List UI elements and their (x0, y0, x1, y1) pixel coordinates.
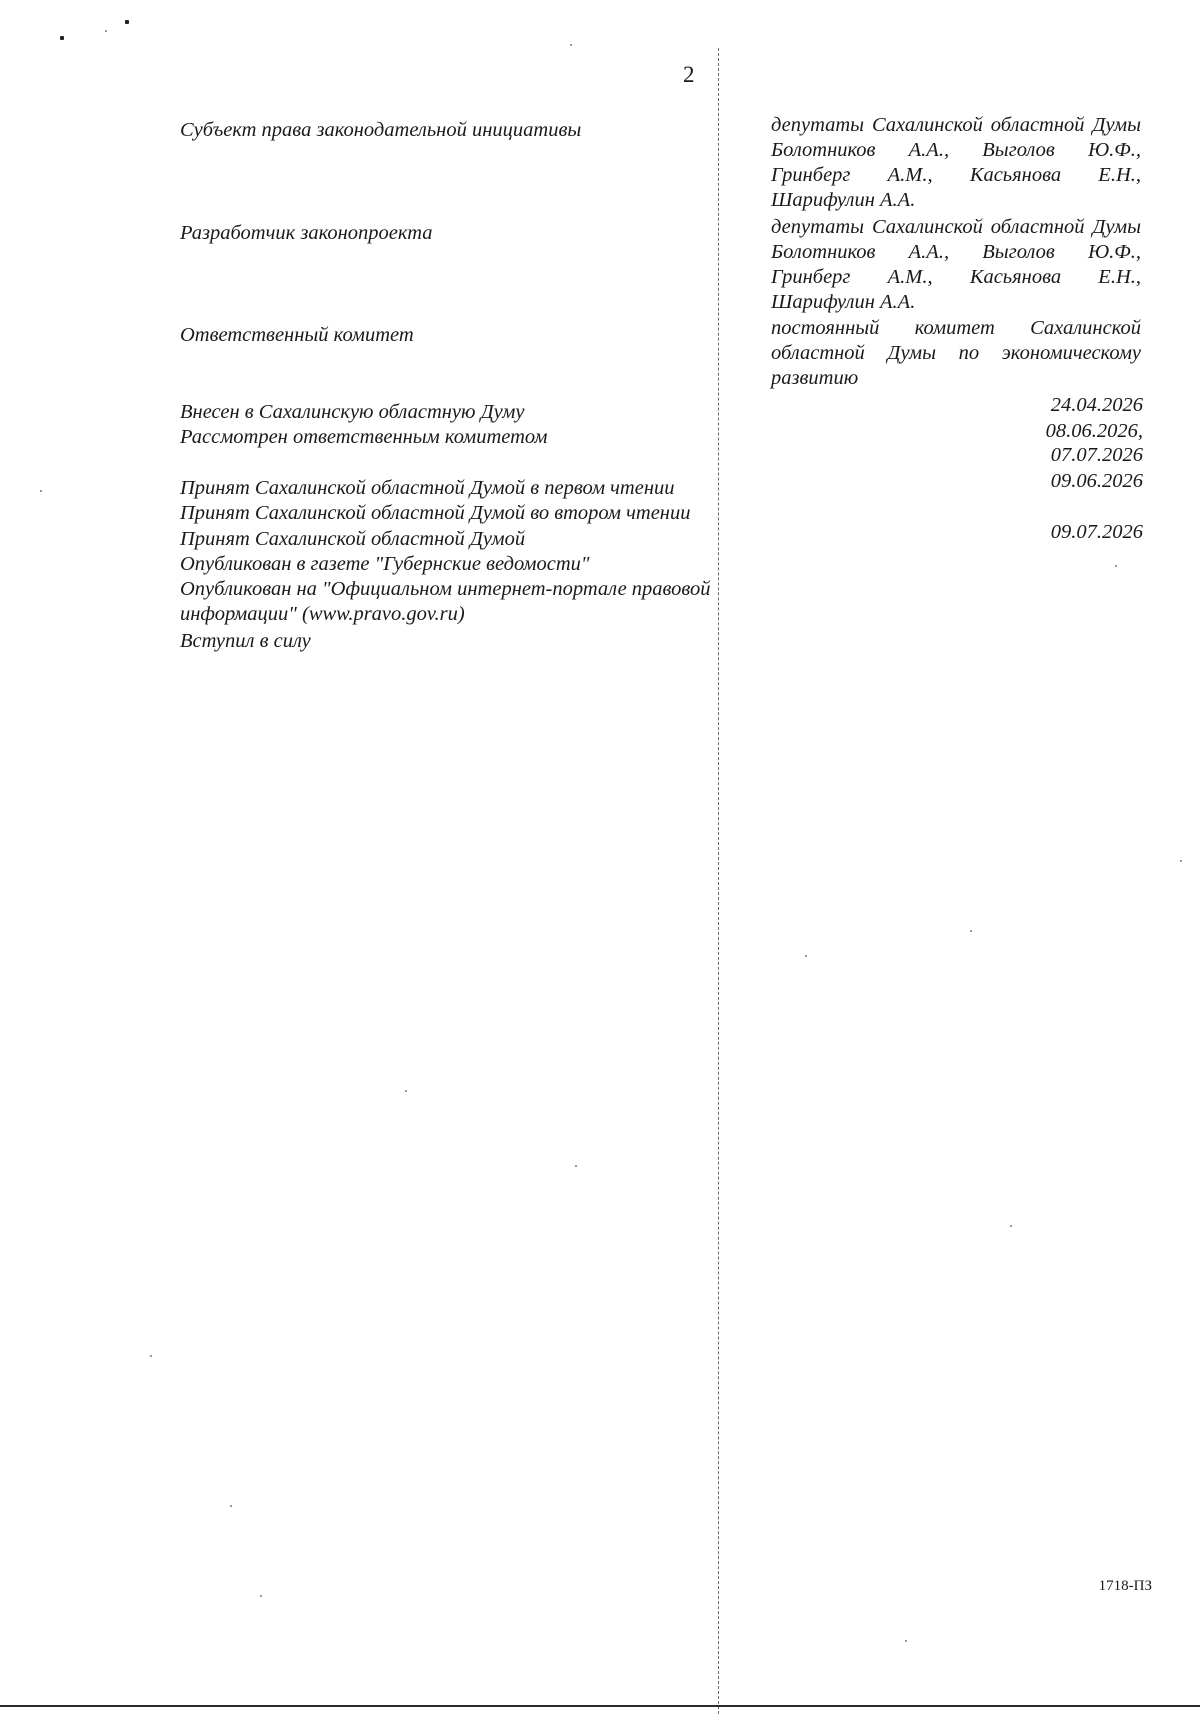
label-bill-developer: Разработчик законопроекта (180, 222, 433, 244)
label-entered-into-force: Вступил в силу (180, 630, 311, 652)
scan-speck (125, 20, 129, 24)
scan-speck (230, 1505, 232, 1507)
scan-speck (60, 36, 64, 40)
date-first-reading: 09.06.2026 (1050, 470, 1143, 492)
scan-speck (260, 1595, 262, 1597)
label-committee-review: Рассмотрен ответственным комитетом (180, 426, 548, 448)
label-first-reading: Принят Сахалинской областной Думой в первом чтении (180, 477, 675, 499)
scan-speck (1180, 860, 1182, 862)
scan-speck (905, 1640, 907, 1642)
scan-speck (970, 930, 972, 932)
label-initiative-subject: Субъект права законодательной инициативы (180, 119, 582, 141)
value-responsible-committee: постоянный комитет Сахалинской областной Думы по экономическому развитию (771, 317, 1141, 389)
scan-speck (40, 490, 42, 492)
date-committee-review-2: 07.07.2026 (1050, 444, 1143, 466)
scan-speck (105, 30, 107, 32)
scan-speck (150, 1355, 152, 1357)
column-divider (718, 48, 719, 1714)
label-published-portal-2: информации" (www.pravo.gov.ru) (180, 603, 465, 625)
scan-speck (1115, 565, 1117, 567)
document-code: 1718-ПЗ (1098, 1578, 1152, 1594)
value-initiative-subject: депутаты Сахалинской областной Думы Болотников А.А., Выголов Ю.Ф., Гринберг А.М., Касьянова Е.Н., Шарифулин А.А. (771, 114, 1141, 211)
label-second-reading: Принят Сахалинской областной Думой во втором чтении (180, 502, 691, 524)
scan-speck (405, 1090, 407, 1092)
date-submitted: 24.04.2026 (1050, 394, 1143, 416)
page-number: 2 (683, 62, 695, 87)
value-bill-developer: депутаты Сахалинской областной Думы Болотников А.А., Выголов Ю.Ф., Гринберг А.М., Касьянова Е.Н., Шарифулин А.А. (771, 216, 1141, 313)
scan-speck (805, 955, 807, 957)
label-published-newspaper: Опубликован в газете "Губернские ведомости" (180, 553, 590, 575)
date-committee-review: 08.06.2026, (1045, 420, 1143, 442)
scan-speck (570, 44, 572, 46)
date-adopted: 09.07.2026 (1050, 521, 1143, 543)
label-published-portal: Опубликован на "Официальном интернет-портале правовой (180, 578, 711, 600)
scan-speck (1010, 1225, 1012, 1227)
label-responsible-committee: Ответственный комитет (180, 324, 414, 346)
label-submitted: Внесен в Сахалинскую областную Думу (180, 401, 525, 423)
bottom-rule (0, 1705, 1200, 1707)
scan-speck (575, 1165, 577, 1167)
label-adopted: Принят Сахалинской областной Думой (180, 528, 526, 550)
